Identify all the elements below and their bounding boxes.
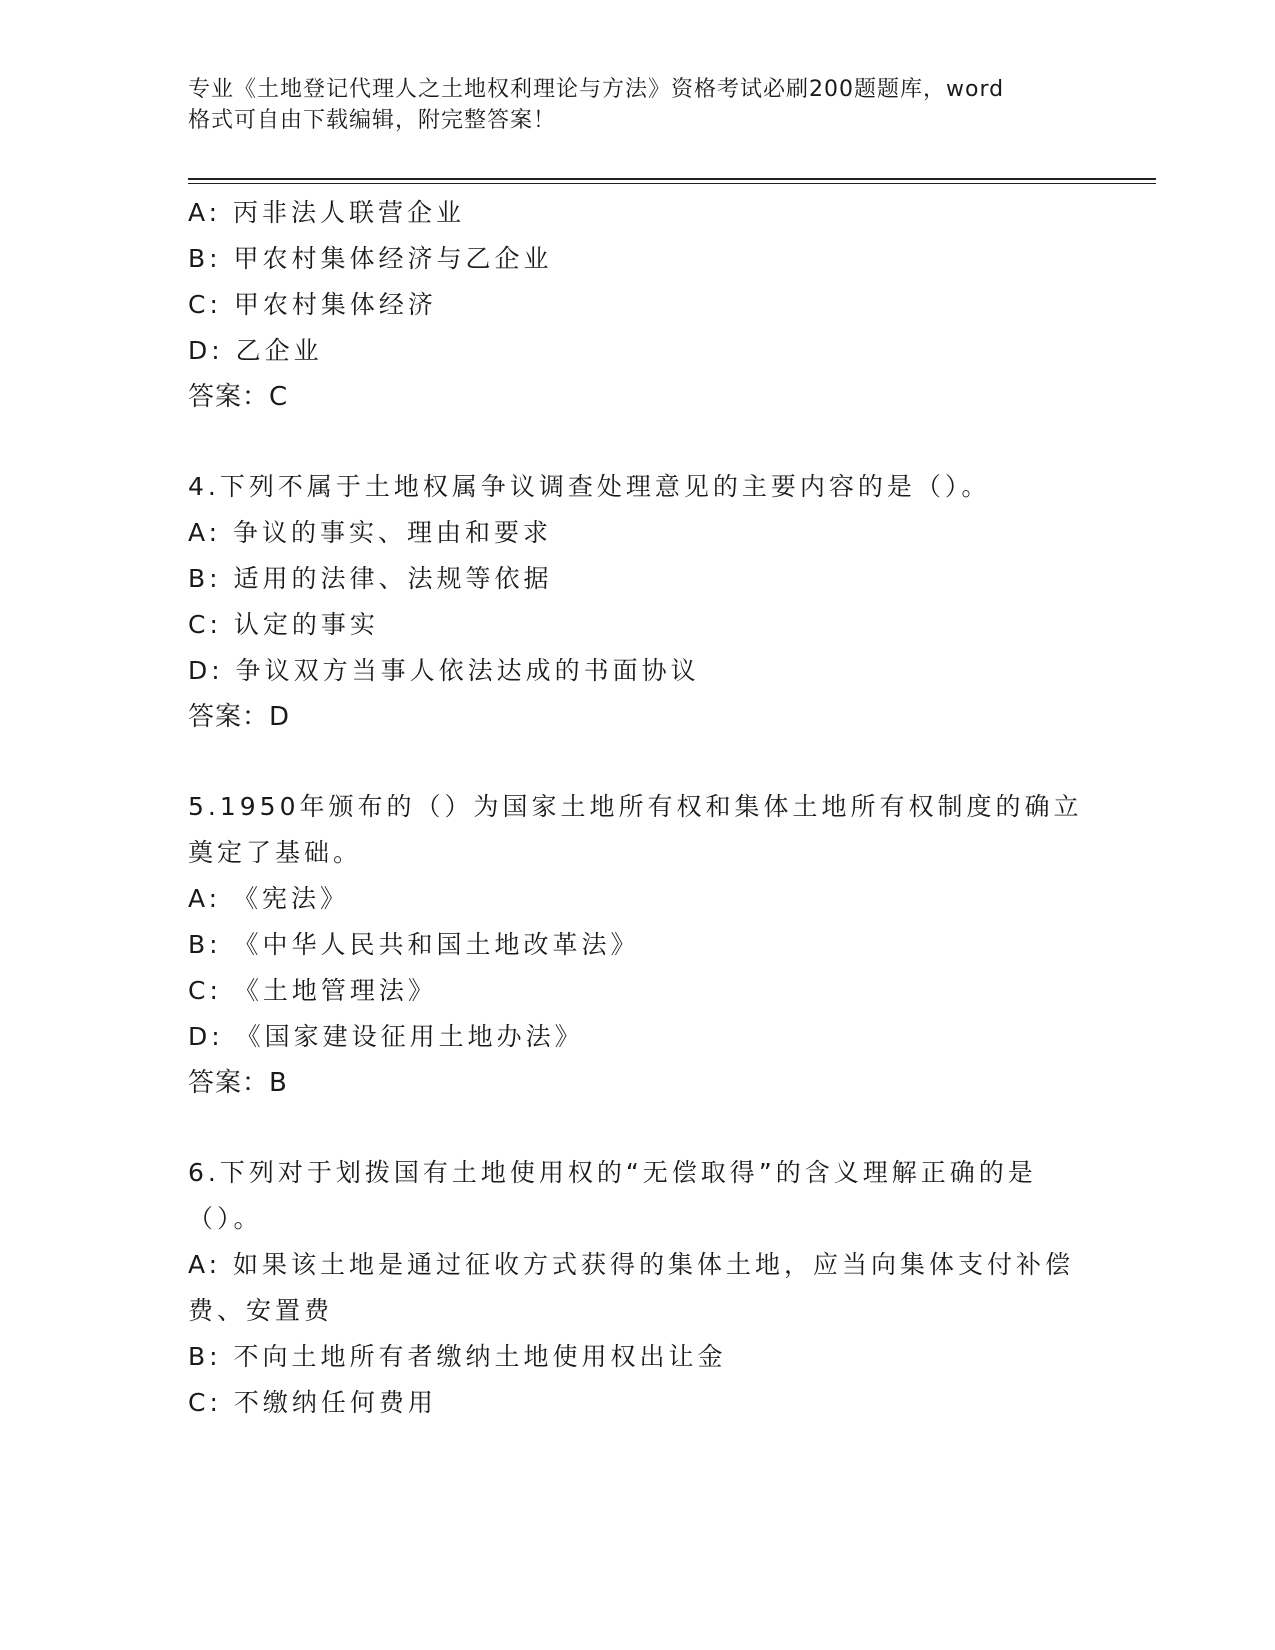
option-d: D: 争议双方当事人依法达成的书面协议 [188,656,700,685]
question-6 [188,1150,1088,1426]
question-stem: 6.下列对于划拨国有土地使用权的“无偿取得”的含义理解正确的是 [188,1158,1037,1187]
option-a: A: 丙非法人联营企业 [188,198,466,227]
option-c: C: 认定的事实 [188,610,379,639]
option-b: B: 《中华人民共和国土地改革法》 [188,930,640,959]
option-a: A: 争议的事实、理由和要求 [188,518,553,547]
question-stem: 5.1950年颁布的（）为国家土地所有权和集体土地所有权制度的确立 [188,792,1083,821]
option-c: C: 《土地管理法》 [188,976,437,1005]
option-b: B: 适用的法律、法规等依据 [188,564,553,593]
spacer [188,740,1088,784]
header-divider [188,178,1156,180]
option-c: C: 不缴纳任何费用 [188,1388,437,1417]
question-5 [188,784,1088,1106]
option-a-continued: 费、安置费 [188,1296,334,1325]
header-line-1: 专业《土地登记代理人之土地权利理论与方法》资格考试必刷200题题库，word [188,77,1005,102]
spacer [188,1106,1088,1150]
answer: 答案：C [188,382,289,412]
question-stem: 4.下列不属于土地权属争议调查处理意见的主要内容的是（）。 [188,472,991,501]
question-3 [188,190,1088,420]
option-a: A: 如果该土地是通过征收方式获得的集体土地，应当向集体支付补偿 [188,1250,1075,1279]
option-a: A: 《宪法》 [188,884,350,913]
question-4 [188,464,1088,740]
header-line-2: 格式可自由下载编辑，附完整答案！ [188,108,557,133]
option-b: B: 不向土地所有者缴纳土地使用权出让金 [188,1342,727,1371]
option-b: B: 甲农村集体经济与乙企业 [188,244,553,273]
document-header [188,74,1088,136]
answer: 答案：D [188,702,291,732]
spacer [188,420,1088,464]
option-c: C: 甲农村集体经济 [188,290,437,319]
option-d: D: 《国家建设征用土地办法》 [188,1022,584,1051]
answer: 答案：B [188,1068,288,1098]
question-list [188,190,1088,1426]
question-stem-continued: （）。 [188,1204,263,1233]
option-d: D: 乙企业 [188,336,323,365]
header-divider-thin [188,183,1156,184]
question-stem-continued: 奠定了基础。 [188,838,363,867]
